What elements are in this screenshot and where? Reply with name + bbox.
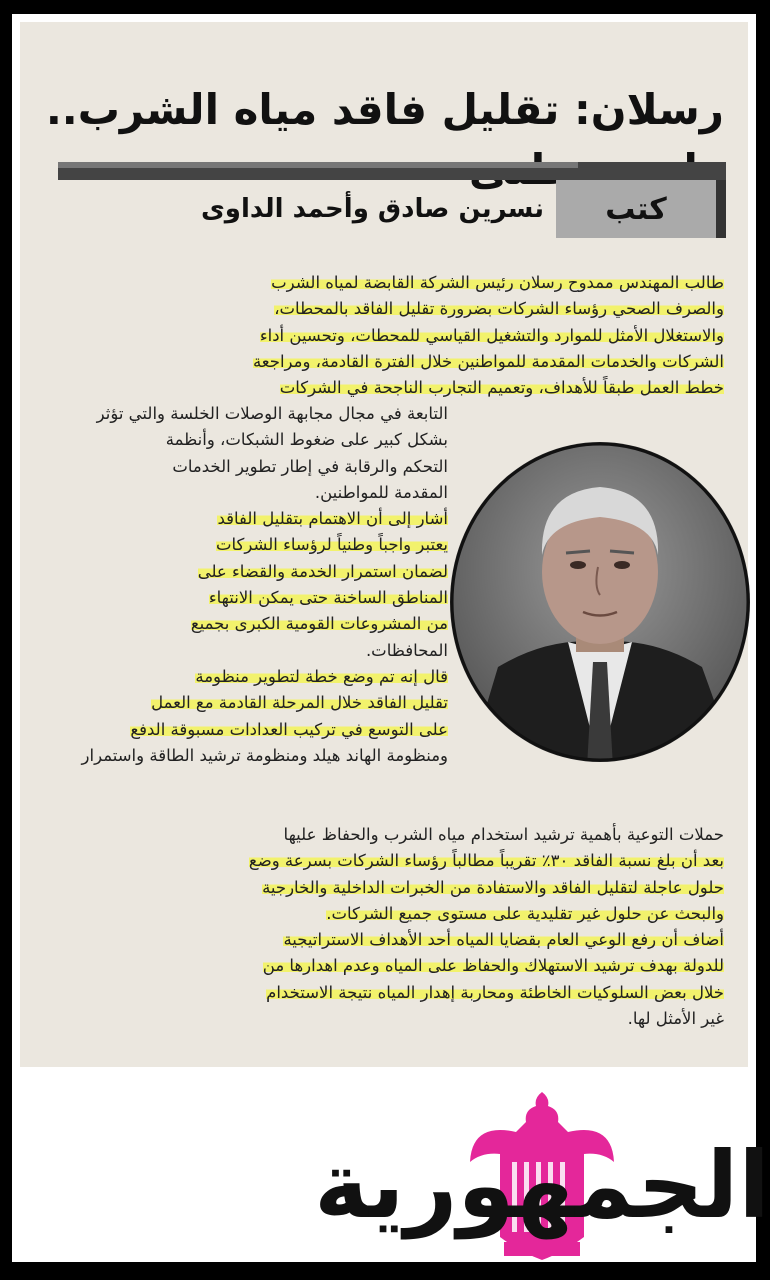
article-line: حملات التوعية بأهمية ترشيد استخدام مياه الشرب والحفاظ عليها (283, 825, 724, 844)
article-line: الشركات والخدمات المقدمة للمواطنين خلال الفترة القادمة، ومراجعة (252, 351, 724, 371)
portrait-photo (448, 437, 752, 767)
article-line: للدولة بهدف ترشيد الاستهلاك والحفاظ على المياه وعدم اهدارها من (262, 956, 724, 976)
article-line: بشكل كبير على ضغوط الشبكات، وأنظمة (165, 430, 448, 450)
newspaper-logo (314, 1092, 770, 1262)
article-line: المحافظات. (365, 640, 448, 660)
page-frame (12, 14, 770, 1262)
article-line: التحكم والرقابة في إطار تطوير الخدمات (172, 456, 448, 476)
article-line: خلال بعض السلوكيات الخاطئة ومحاربة إهدار المياه نتيجة الاستخدام (266, 982, 724, 1002)
article-line: لضمان استمرار الخدمة والقضاء على (197, 561, 448, 581)
logo-text: الجمهورية (314, 1132, 770, 1239)
byline-label-box (556, 180, 716, 238)
headline: رسلان: تقليل فاقد مياه الشرب.. (45, 85, 724, 134)
article-body-top (64, 270, 724, 401)
article-line: طالب المهندس ممدوح رسلان رئيس الشركة القابضة لمياه الشرب (271, 273, 724, 292)
article-line: على التوسع في تركيب العدادات مسبوقة الدفع (130, 719, 448, 739)
article-line: المناطق الساخنة حتى يمكن الانتهاء (208, 588, 448, 608)
article-line: ومنظومة الهاند هيلد ومنظومة ترشيد الطاقة واستمرار (81, 745, 448, 765)
article-body-bottom (64, 822, 724, 1032)
article-line: خطط العمل طبقاً للأهداف، وتعميم التجارب الناجحة في الشركات (279, 378, 724, 398)
article-line: التابعة في مجال مجابهة الوصلات الخلسة والتي تؤثر (96, 404, 448, 423)
article-line: تقليل الفاقد خلال المرحلة القادمة مع العمل (151, 693, 448, 713)
byline-authors: نسرين صادق وأحمد الداوى (200, 194, 544, 224)
article-line: بعد أن بلغ نسبة الفاقد ٣٠٪ تقريباً مطالباً رؤساء الشركات بسرعة وضع (248, 851, 724, 871)
article-body-middle (38, 401, 448, 769)
newspaper-clipping (20, 22, 748, 1067)
byline-bar (58, 162, 726, 244)
article-line: قال إنه تم وضع خطة لتطوير منظومة (195, 666, 448, 686)
article-line: المقدمة للمواطنين. (314, 482, 448, 502)
article-line: غير الأمثل لها. (627, 1009, 724, 1029)
article-line: يعتبر واجباً وطنياً لرؤساء الشركات (216, 535, 448, 555)
article-line: والصرف الصحي رؤساء الشركات بضرورة تقليل الفاقد بالمحطات، (274, 299, 724, 319)
article-line: والبحث عن حلول غير تقليدية على مستوى جميع الشركات. (326, 903, 724, 923)
byline-label: كتب (605, 191, 667, 227)
article-line: أشار إلى أن الاهتمام بتقليل الفاقد (217, 509, 448, 529)
byline-rule-accent (58, 162, 578, 168)
article-line: حلول عاجلة لتقليل الفاقد والاستفادة من الخبرات الداخلية والخارجية (262, 877, 724, 897)
article-line: والاستغلال الأمثل للموارد والتشغيل القياسي للمحطات، وتحسين أداء (259, 325, 724, 345)
byline-box-shadow (716, 180, 726, 238)
article-line: أضاف أن رفع الوعي العام بقضايا المياه أحد الأهداف الاستراتيجية (283, 930, 724, 950)
article-line: من المشروعات القومية الكبرى بجميع (190, 614, 448, 634)
